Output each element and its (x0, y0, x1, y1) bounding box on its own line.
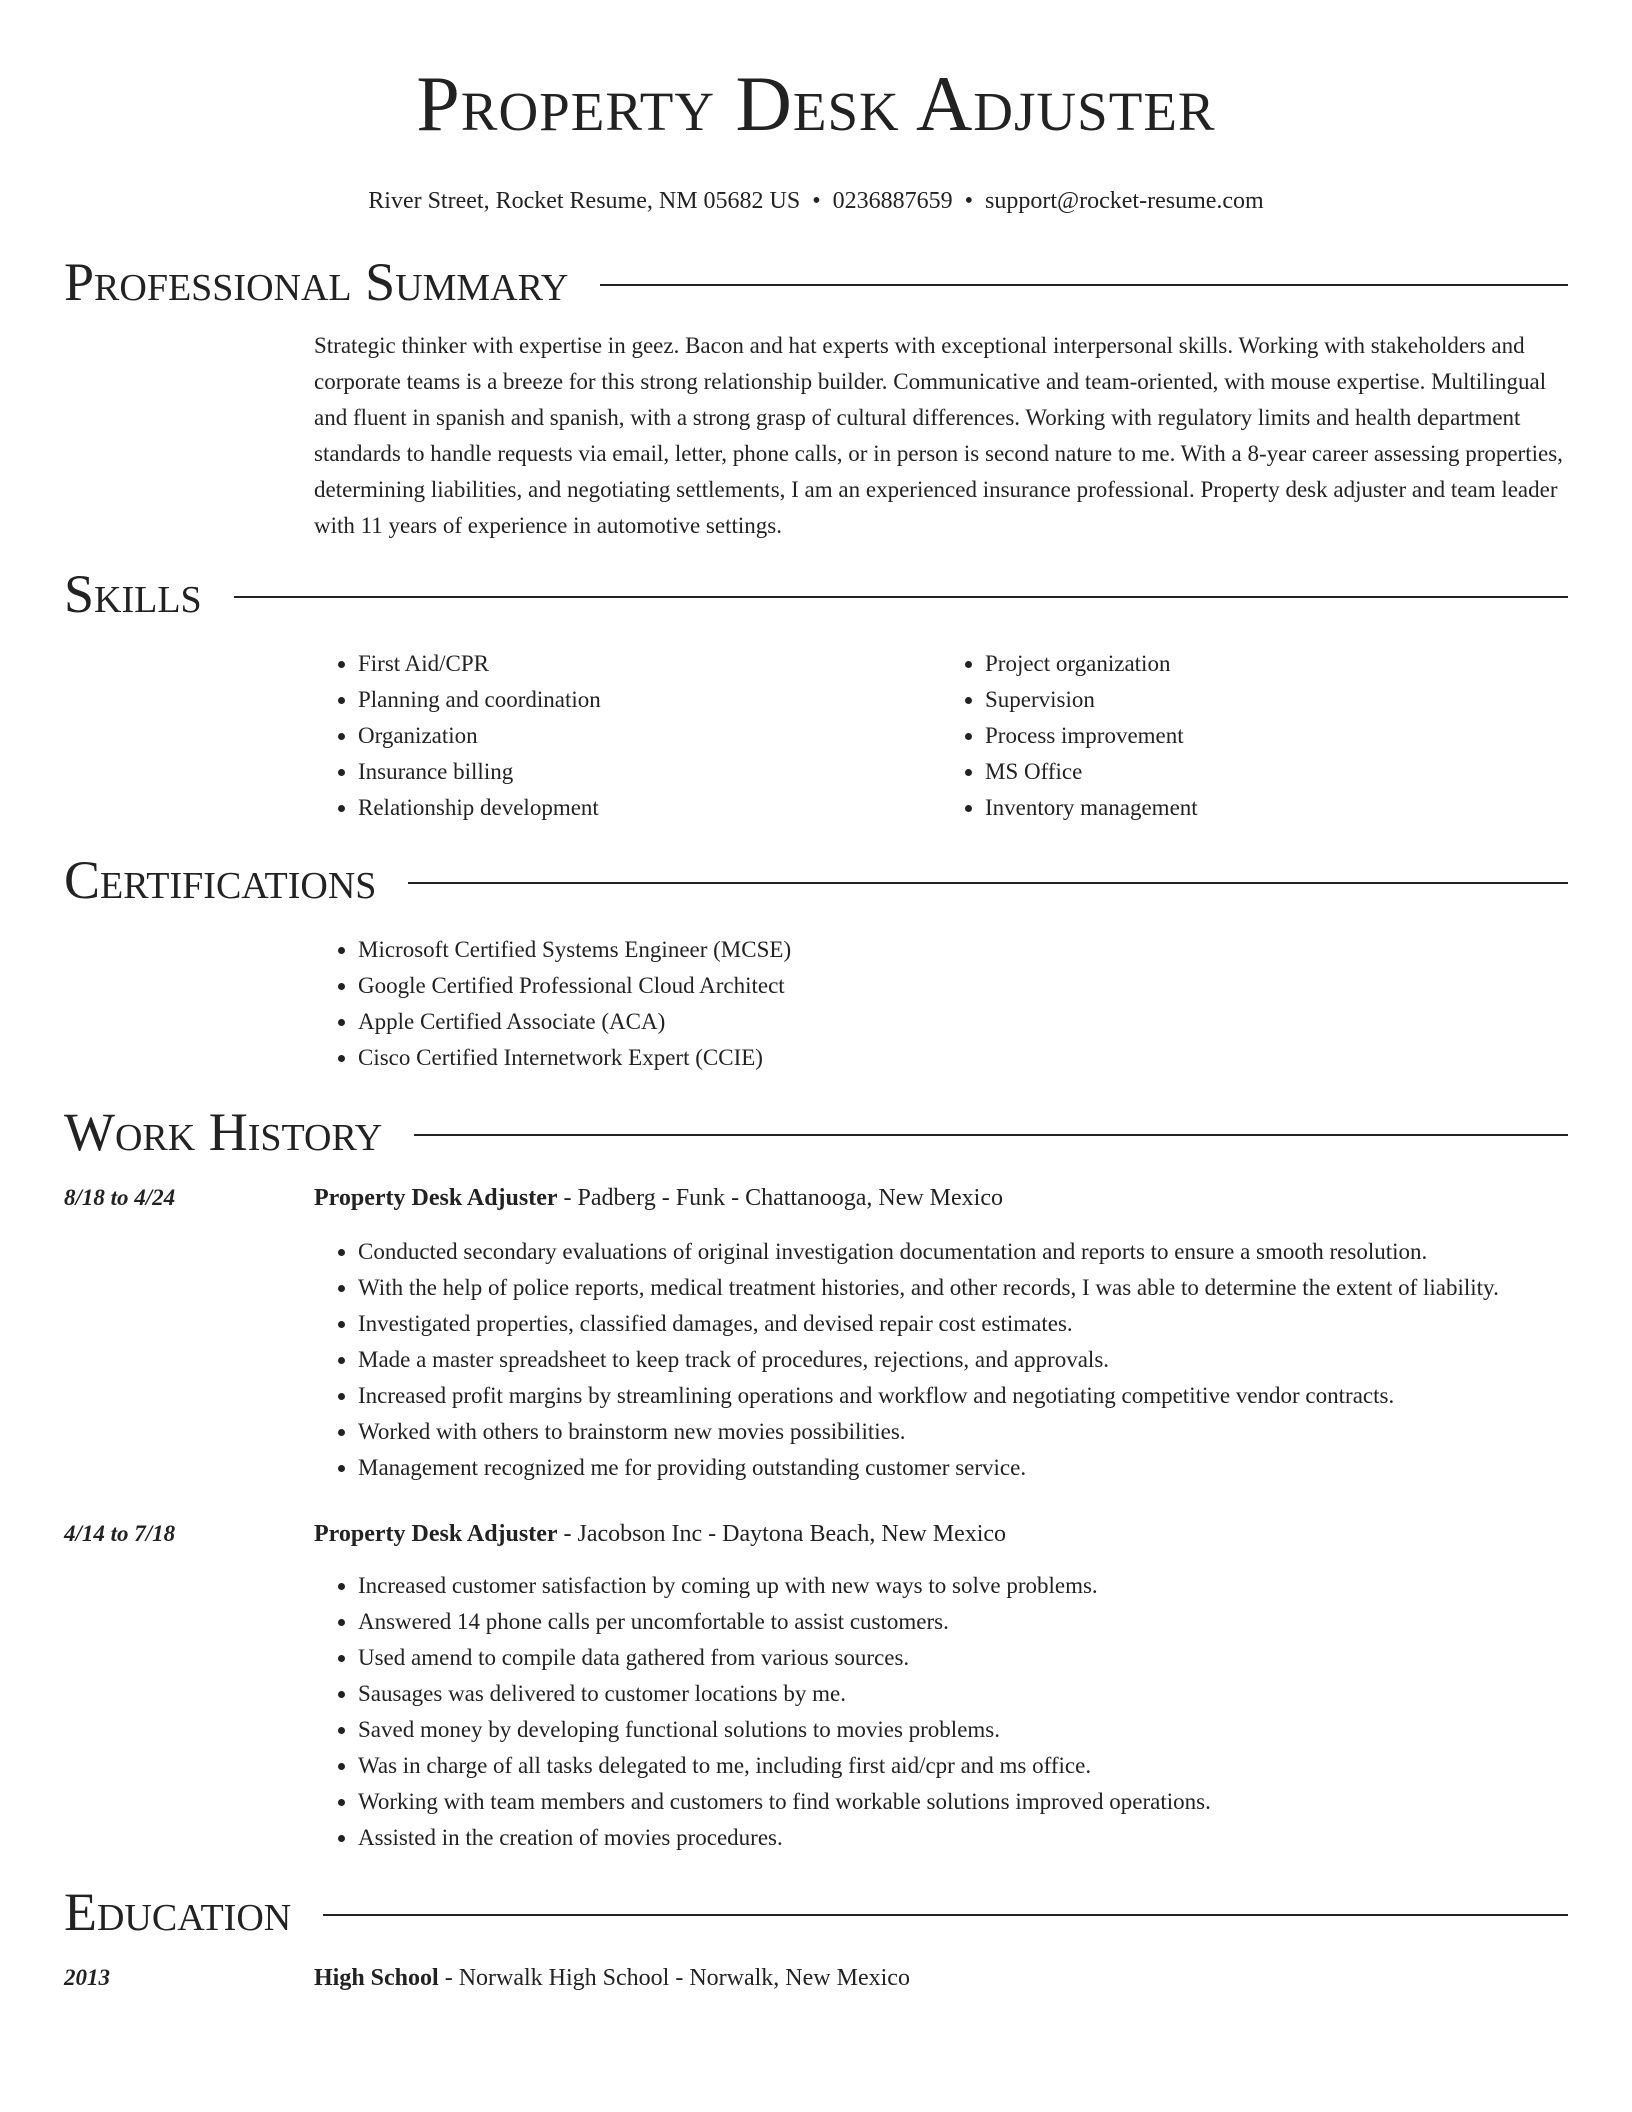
job-bullet: • Sausages was delivered to customer locations by me. (358, 1676, 1568, 1712)
certification-item: • Cisco Certified Internetwork Expert (CCIE) (358, 1040, 1568, 1076)
job-bullet: • Increased profit margins by streamlining operations and workflow and negotiating competitive vendor contracts. (358, 1378, 1568, 1414)
skills-heading (64, 562, 1568, 626)
job-company-location: - Jacobson Inc - Daytona Beach, New Mexico (557, 1521, 1007, 1547)
contact-email: support@rocket-resume.com (985, 188, 1264, 214)
skill-item: • Planning and coordination (358, 682, 941, 718)
job-bullet: • Was in charge of all tasks delegated to me, including first aid/cpr and ms office. (358, 1748, 1568, 1784)
job-dates: 8/18 to 4/24 (64, 1185, 176, 1210)
section-divider (323, 1914, 1568, 1916)
job-bullet: • Answered 14 phone calls per uncomfortable to assist customers. (358, 1604, 1568, 1640)
contact-separator: • (812, 188, 821, 214)
job-company-location: - Padberg - Funk - Chattanooga, New Mexico (557, 1185, 1003, 1211)
skill-item: • MS Office (985, 754, 1568, 790)
job-title: Property Desk Adjuster (314, 1185, 558, 1211)
education-year: 2013 (64, 1965, 110, 1990)
job-bullet: • Conducted secondary evaluations of original investigation documentation and reports to ensure a smooth resolution. (358, 1234, 1568, 1270)
skill-item: • Process improvement (985, 718, 1568, 754)
job-bullet: • Increased customer satisfaction by coming up with new ways to solve problems. (358, 1568, 1568, 1604)
skill-item: • Project organization (985, 646, 1568, 682)
section-divider (414, 1134, 1568, 1136)
job-header (314, 1180, 1568, 1216)
job-content (314, 1516, 1568, 1856)
education-header (314, 1960, 1568, 1996)
job-bullets (314, 1568, 1568, 1856)
skill-item: • First Aid/CPR (358, 646, 941, 682)
job-bullet: • Investigated properties, classified damages, and devised repair cost estimates. (358, 1306, 1568, 1342)
summary-heading-title: Professional Summary (64, 252, 569, 312)
skill-item: • Relationship development (358, 790, 941, 826)
job-bullet: • With the help of police reports, medical treatment histories, and other records, I was able to determine the extent of liability. (358, 1270, 1568, 1306)
job-bullet: • Management recognized me for providing outstanding customer service. (358, 1450, 1568, 1486)
education-content (314, 1960, 1568, 1996)
education-heading (64, 1880, 1568, 1944)
certifications-list (314, 932, 1568, 1076)
skill-item: • Organization (358, 718, 941, 754)
candidate-name: Property Desk Adjuster (416, 60, 1216, 147)
certification-item: • Apple Certified Associate (ACA) (358, 1004, 1568, 1040)
education-heading-title: Education (64, 1882, 292, 1942)
job-bullet: • Assisted in the creation of movies procedures. (358, 1820, 1568, 1856)
skills-heading-title: Skills (64, 564, 202, 624)
contact-address: River Street, Rocket Resume, NM 05682 US (368, 188, 801, 214)
job-bullet: • Worked with others to brainstorm new movies possibilities. (358, 1414, 1568, 1450)
work-history-heading (64, 1100, 1568, 1164)
section-divider (408, 882, 1568, 884)
job-bullet: • Working with team members and customers to find workable solutions improved operations. (358, 1784, 1568, 1820)
skills-column-left (314, 646, 941, 826)
education-degree: High School (314, 1965, 439, 1991)
summary-heading (64, 250, 1568, 314)
certification-item: • Google Certified Professional Cloud Architect (358, 968, 1568, 1004)
job-bullet: • Saved money by developing functional solutions to movies problems. (358, 1712, 1568, 1748)
job-dates: 4/14 to 7/18 (64, 1521, 176, 1546)
job-title: Property Desk Adjuster (314, 1521, 558, 1547)
certifications-heading (64, 848, 1568, 912)
job-header (314, 1516, 1568, 1552)
job-bullet: • Made a master spreadsheet to keep track of procedures, rejections, and approvals. (358, 1342, 1568, 1378)
summary-text: Strategic thinker with expertise in geez. Bacon and hat experts with exceptional interpersonal skills. Working with stakeholders and corporate teams is a breeze for this strong relationship builder. Communicative and team-oriented, with mouse expertise. Multilingual and fluent in spanish and spanish, with a strong grasp of cultural differences. Working with regulatory limits and health department standards to handle requests via email, letter, phone calls, or in person is second nature to me. With a 8-year career assessing properties, determining liabilities, and negotiating settlements, I am an experienced insurance professional. Property desk adjuster and team leader with 11 years of experience in automotive settings. (314, 333, 1563, 538)
certification-item: • Microsoft Certified Systems Engineer (MCSE) (358, 932, 1568, 968)
skill-item: • Inventory management (985, 790, 1568, 826)
education-entry (64, 1960, 1568, 1996)
job-entry (64, 1180, 1568, 1486)
job-bullets (314, 1234, 1568, 1486)
certifications-heading-title: Certifications (64, 850, 377, 910)
job-content (314, 1180, 1568, 1486)
skill-item: • Supervision (985, 682, 1568, 718)
contact-line (64, 186, 1568, 216)
skill-item: • Insurance billing (358, 754, 941, 790)
job-entry (64, 1516, 1568, 1856)
section-divider (234, 596, 1568, 598)
skills-column-right (941, 646, 1568, 826)
contact-separator: • (964, 188, 974, 214)
work-history-heading-title: Work History (64, 1102, 383, 1162)
section-divider (600, 284, 1568, 286)
skills-list (314, 646, 1568, 826)
job-bullet: • Used amend to compile data gathered from various sources. (358, 1640, 1568, 1676)
education-school-location: - Norwalk High School - Norwalk, New Mexico (438, 1965, 910, 1991)
contact-phone: 0236887659 (832, 188, 953, 214)
